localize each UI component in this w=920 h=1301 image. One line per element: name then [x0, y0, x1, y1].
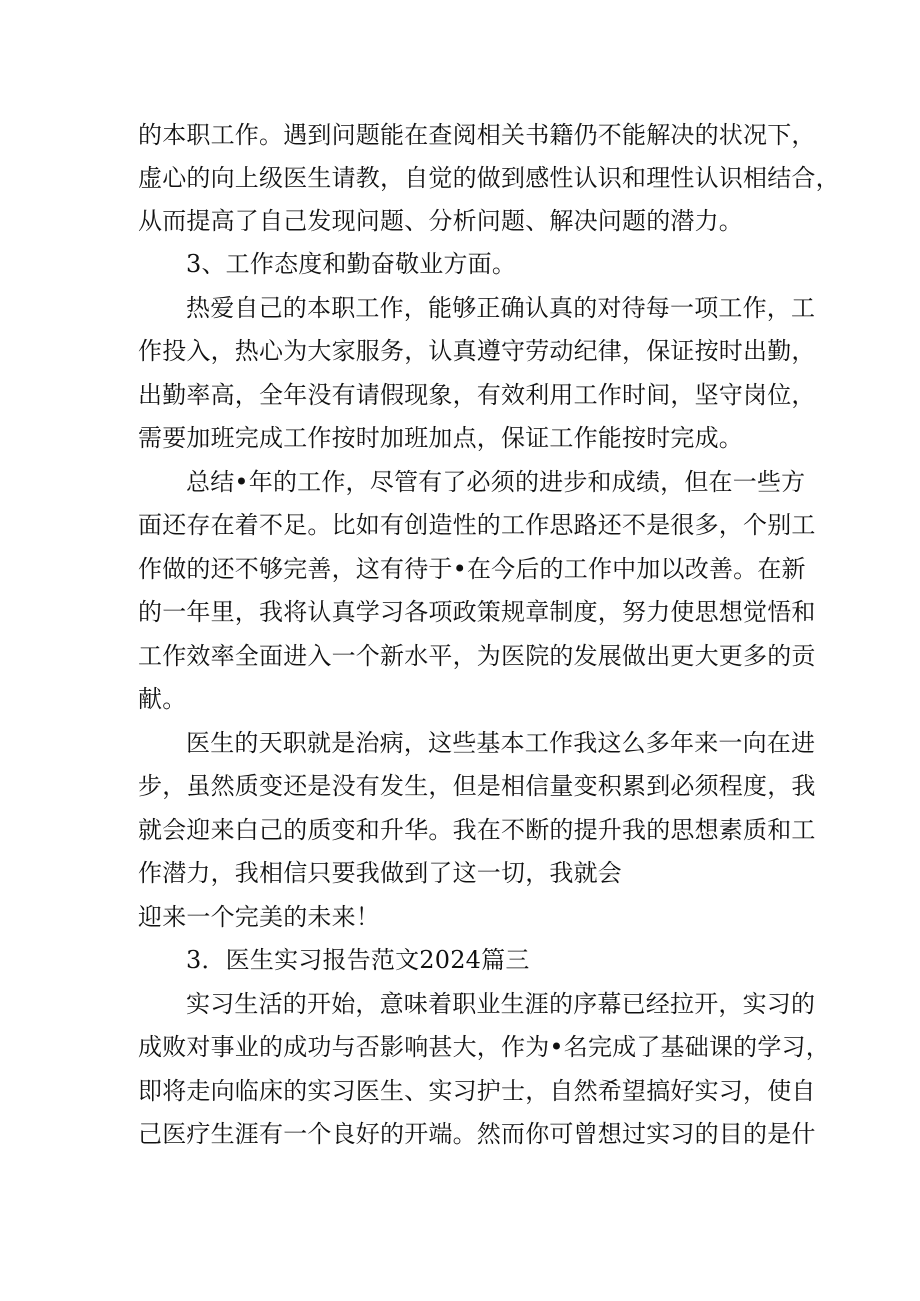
text-line: 从而提高了自己发现问题、分析问题、解决问题的潜力。: [138, 207, 743, 235]
text-line: 作投入，热心为大家服务，认真遵守劳动纪律，保证按时出勤，: [138, 337, 816, 365]
text-line: 的本职工作。遇到问题能在查阅相关书籍仍不能解决的状况下，: [138, 121, 816, 149]
text-line: 即将走向临床的实习医生、实习护士，自然希望搞好实习，使自: [138, 1077, 816, 1105]
section-heading: 3、工作态度和勤奋敬业方面。: [186, 250, 517, 278]
text-line: 的一年里，我将认真学习各项政策规章制度，努力使思想觉悟和: [138, 598, 816, 626]
text-line: 迎来一个完美的未来！: [138, 903, 380, 931]
text-line: 需要加班完成工作按时加班加点，保证工作能按时完成。: [138, 424, 743, 452]
text-line: 成败对事业的成功与否影响甚大，作为•名完成了基础课的学习，: [138, 1033, 830, 1061]
text-line: 总结•年的工作，尽管有了必须的进步和成绩，但在一些方: [186, 468, 806, 496]
text-line: 就会迎来白己的质变和升华。我在不断的提升我的思想素质和工: [138, 816, 816, 844]
text-line: 步，虽然质变还是没有发生，但是相信量变积累到必须程度，我: [138, 772, 816, 800]
text-line: 虚心的向上级医生请教，自觉的做到感性认识和理性认识相结合，: [138, 164, 840, 192]
text-line: 献。: [138, 685, 187, 713]
text-line: 热爱自己的本职工作，能够正确认真的对待每一项工作，工: [186, 294, 816, 322]
text-line: 实习生活的开始，意味着职业生涯的序幕已经拉开，实习的: [186, 990, 816, 1018]
text-line: 面还存在着不足。比如有创造性的工作思路还不是很多，个别工: [138, 511, 816, 539]
text-line: 工作效率全面进入一个新水平，为医院的发展做出更大更多的贡: [138, 642, 816, 670]
text-line: 医生的天职就是治病，这些基本工作我这么多年来一向在进: [186, 729, 816, 757]
text-line: 出勤率高，全年没有请假现象，有效利用工作时间，坚守岗位，: [138, 381, 816, 409]
section-heading: 3．医生实习报告范文2024篇三: [186, 946, 530, 974]
text-line: 作潜力，我相信只要我做到了这一切，我就会: [138, 859, 622, 887]
text-line: 己医疗生涯有一个良好的开端。然而你可曾想过实习的目的是什: [138, 1120, 816, 1148]
text-line: 作做的还不够完善，这有待于•在今后的工作中加以改善。在新: [138, 555, 806, 583]
